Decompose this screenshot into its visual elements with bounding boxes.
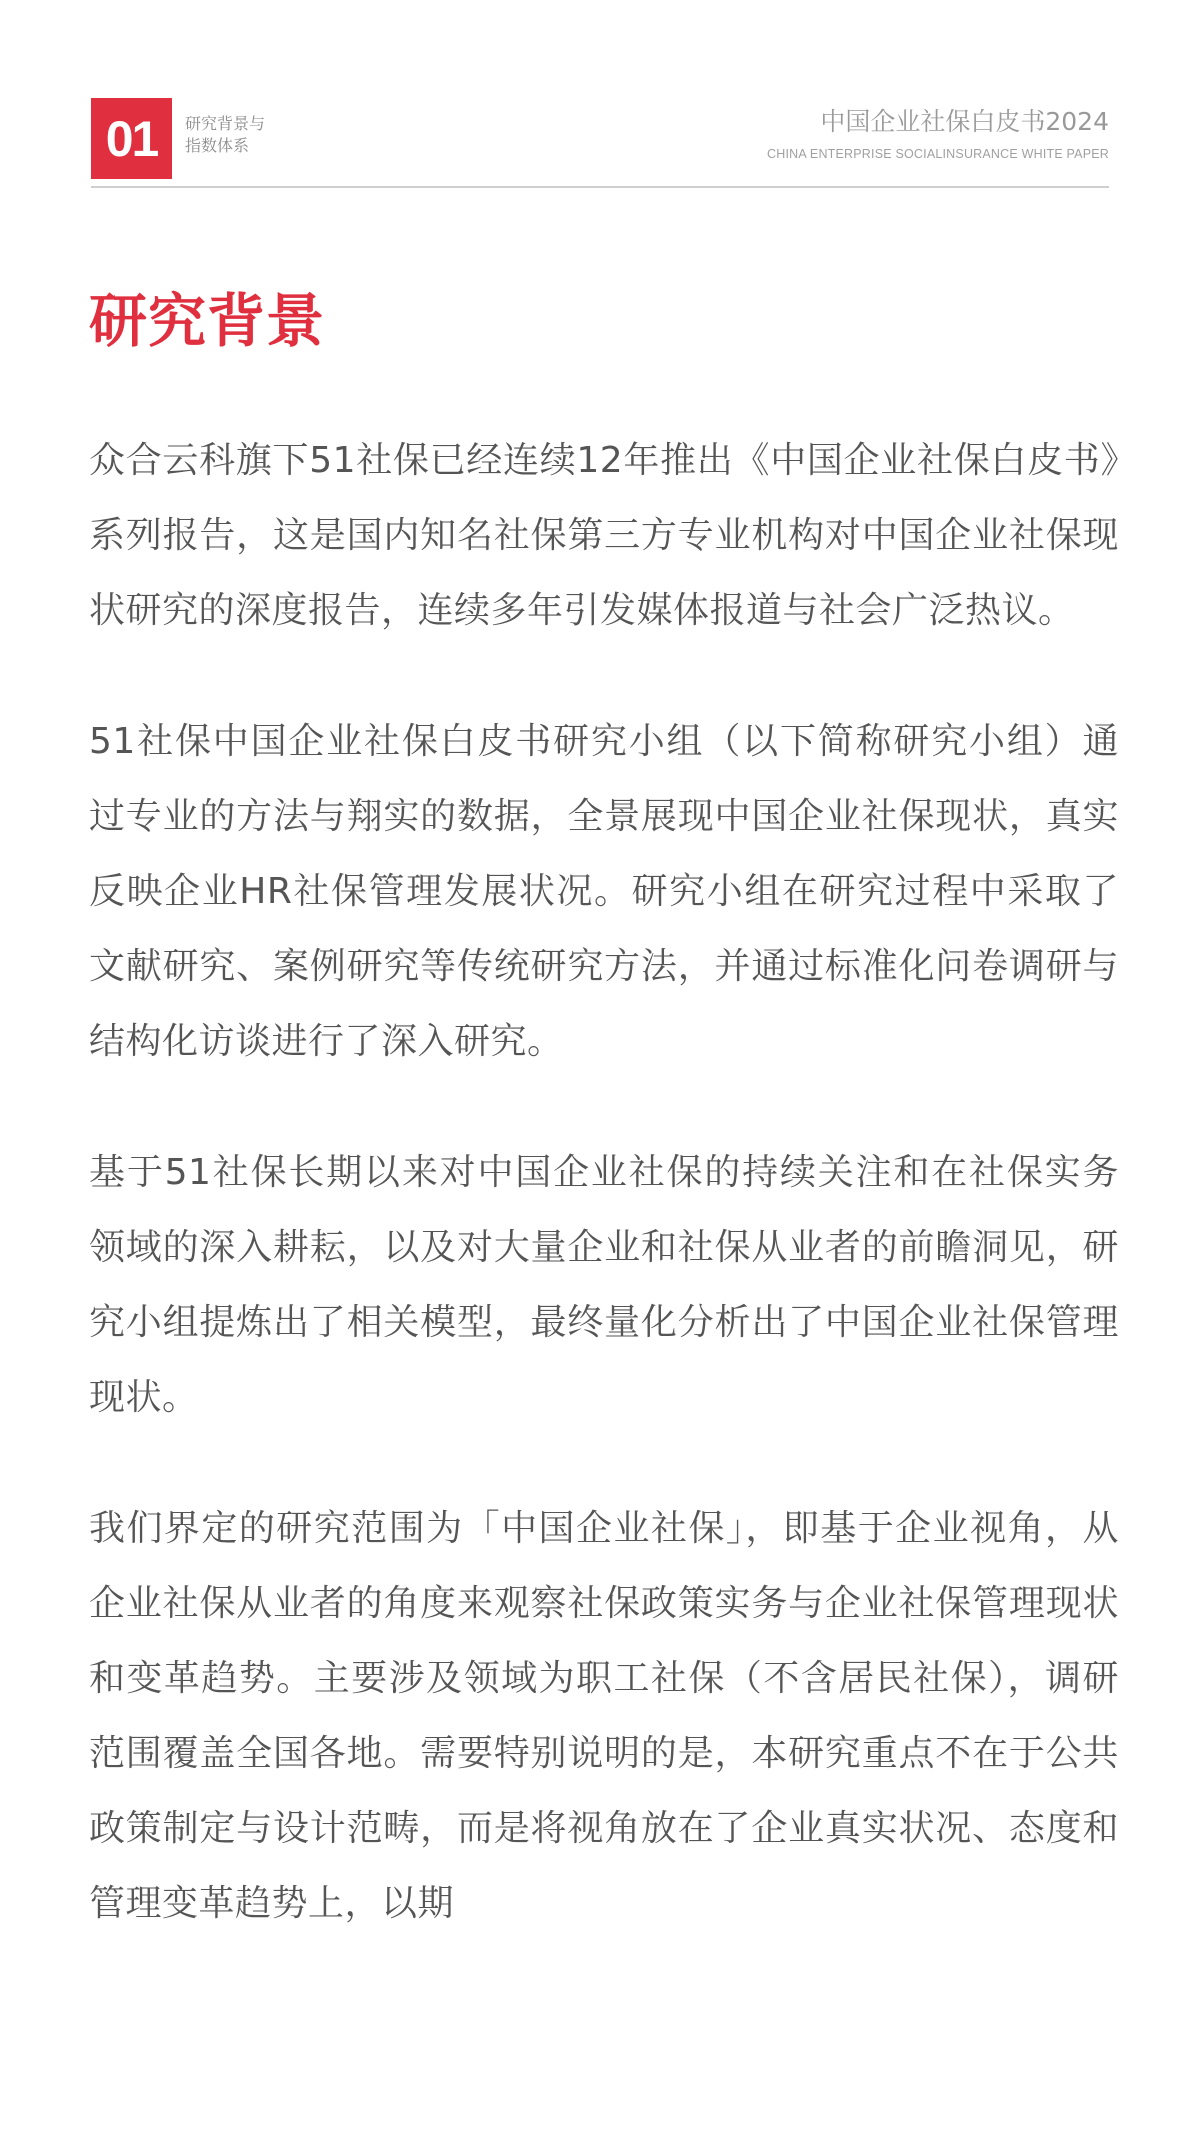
body-paragraph-1: 众合云科旗下51社保已经连续12年推出《中国企业社保白皮书》系列报告，这是国内知名社保第三方专业机构对中国企业社保现状研究的深度报告，连续多年引发媒体报道与社会广泛热议。 [89,440,1119,631]
body-content [89,423,1119,1997]
section-label [185,113,325,157]
report-subtitle: CHINA ENTERPRISE SOCIALINSURANCE WHITE PAPER [767,147,1109,161]
report-title-block [767,106,1109,162]
section-number-badge: 01 [91,98,172,179]
body-paragraph-3: 基于51社保长期以来对中国企业社保的持续关注和在社保实务领域的深入耕耘，以及对大量企业和社保从业者的前瞻洞见，研究小组提炼出了相关模型，最终量化分析出了中国企业社保管理现状。 [89,1152,1119,1418]
section-label-line-2: 指数体系 [185,136,250,155]
body-paragraph-4: 我们界定的研究范围为「中国企业社保」，即基于企业视角，从企业社保从业者的角度来观察社保政策实务与企业社保管理现状和变革趋势。主要涉及领域为职工社保（不含居民社保），调研范围覆盖全国各地。需要特别说明的是，本研究重点不在于公共政策制定与设计范畴，而是将视角放在了企业真实状况、态度和管理变革趋势上，以期 [89,1508,1119,1924]
body-paragraph-2: 51社保中国企业社保白皮书研究小组（以下简称研究小组）通过专业的方法与翔实的数据，全景展现中国企业社保现状，真实反映企业HR社保管理发展状况。研究小组在研究过程中采取了文献研究、案例研究等传统研究方法，并通过标准化问卷调研与结构化访谈进行了深入研究。 [89,721,1119,1062]
section-heading: 研究背景 [89,287,326,355]
section-label-line-1: 研究背景与 [185,114,266,133]
report-title: 中国企业社保白皮书2024 [820,107,1109,136]
page-header [91,98,1109,188]
header-divider [91,186,1109,188]
